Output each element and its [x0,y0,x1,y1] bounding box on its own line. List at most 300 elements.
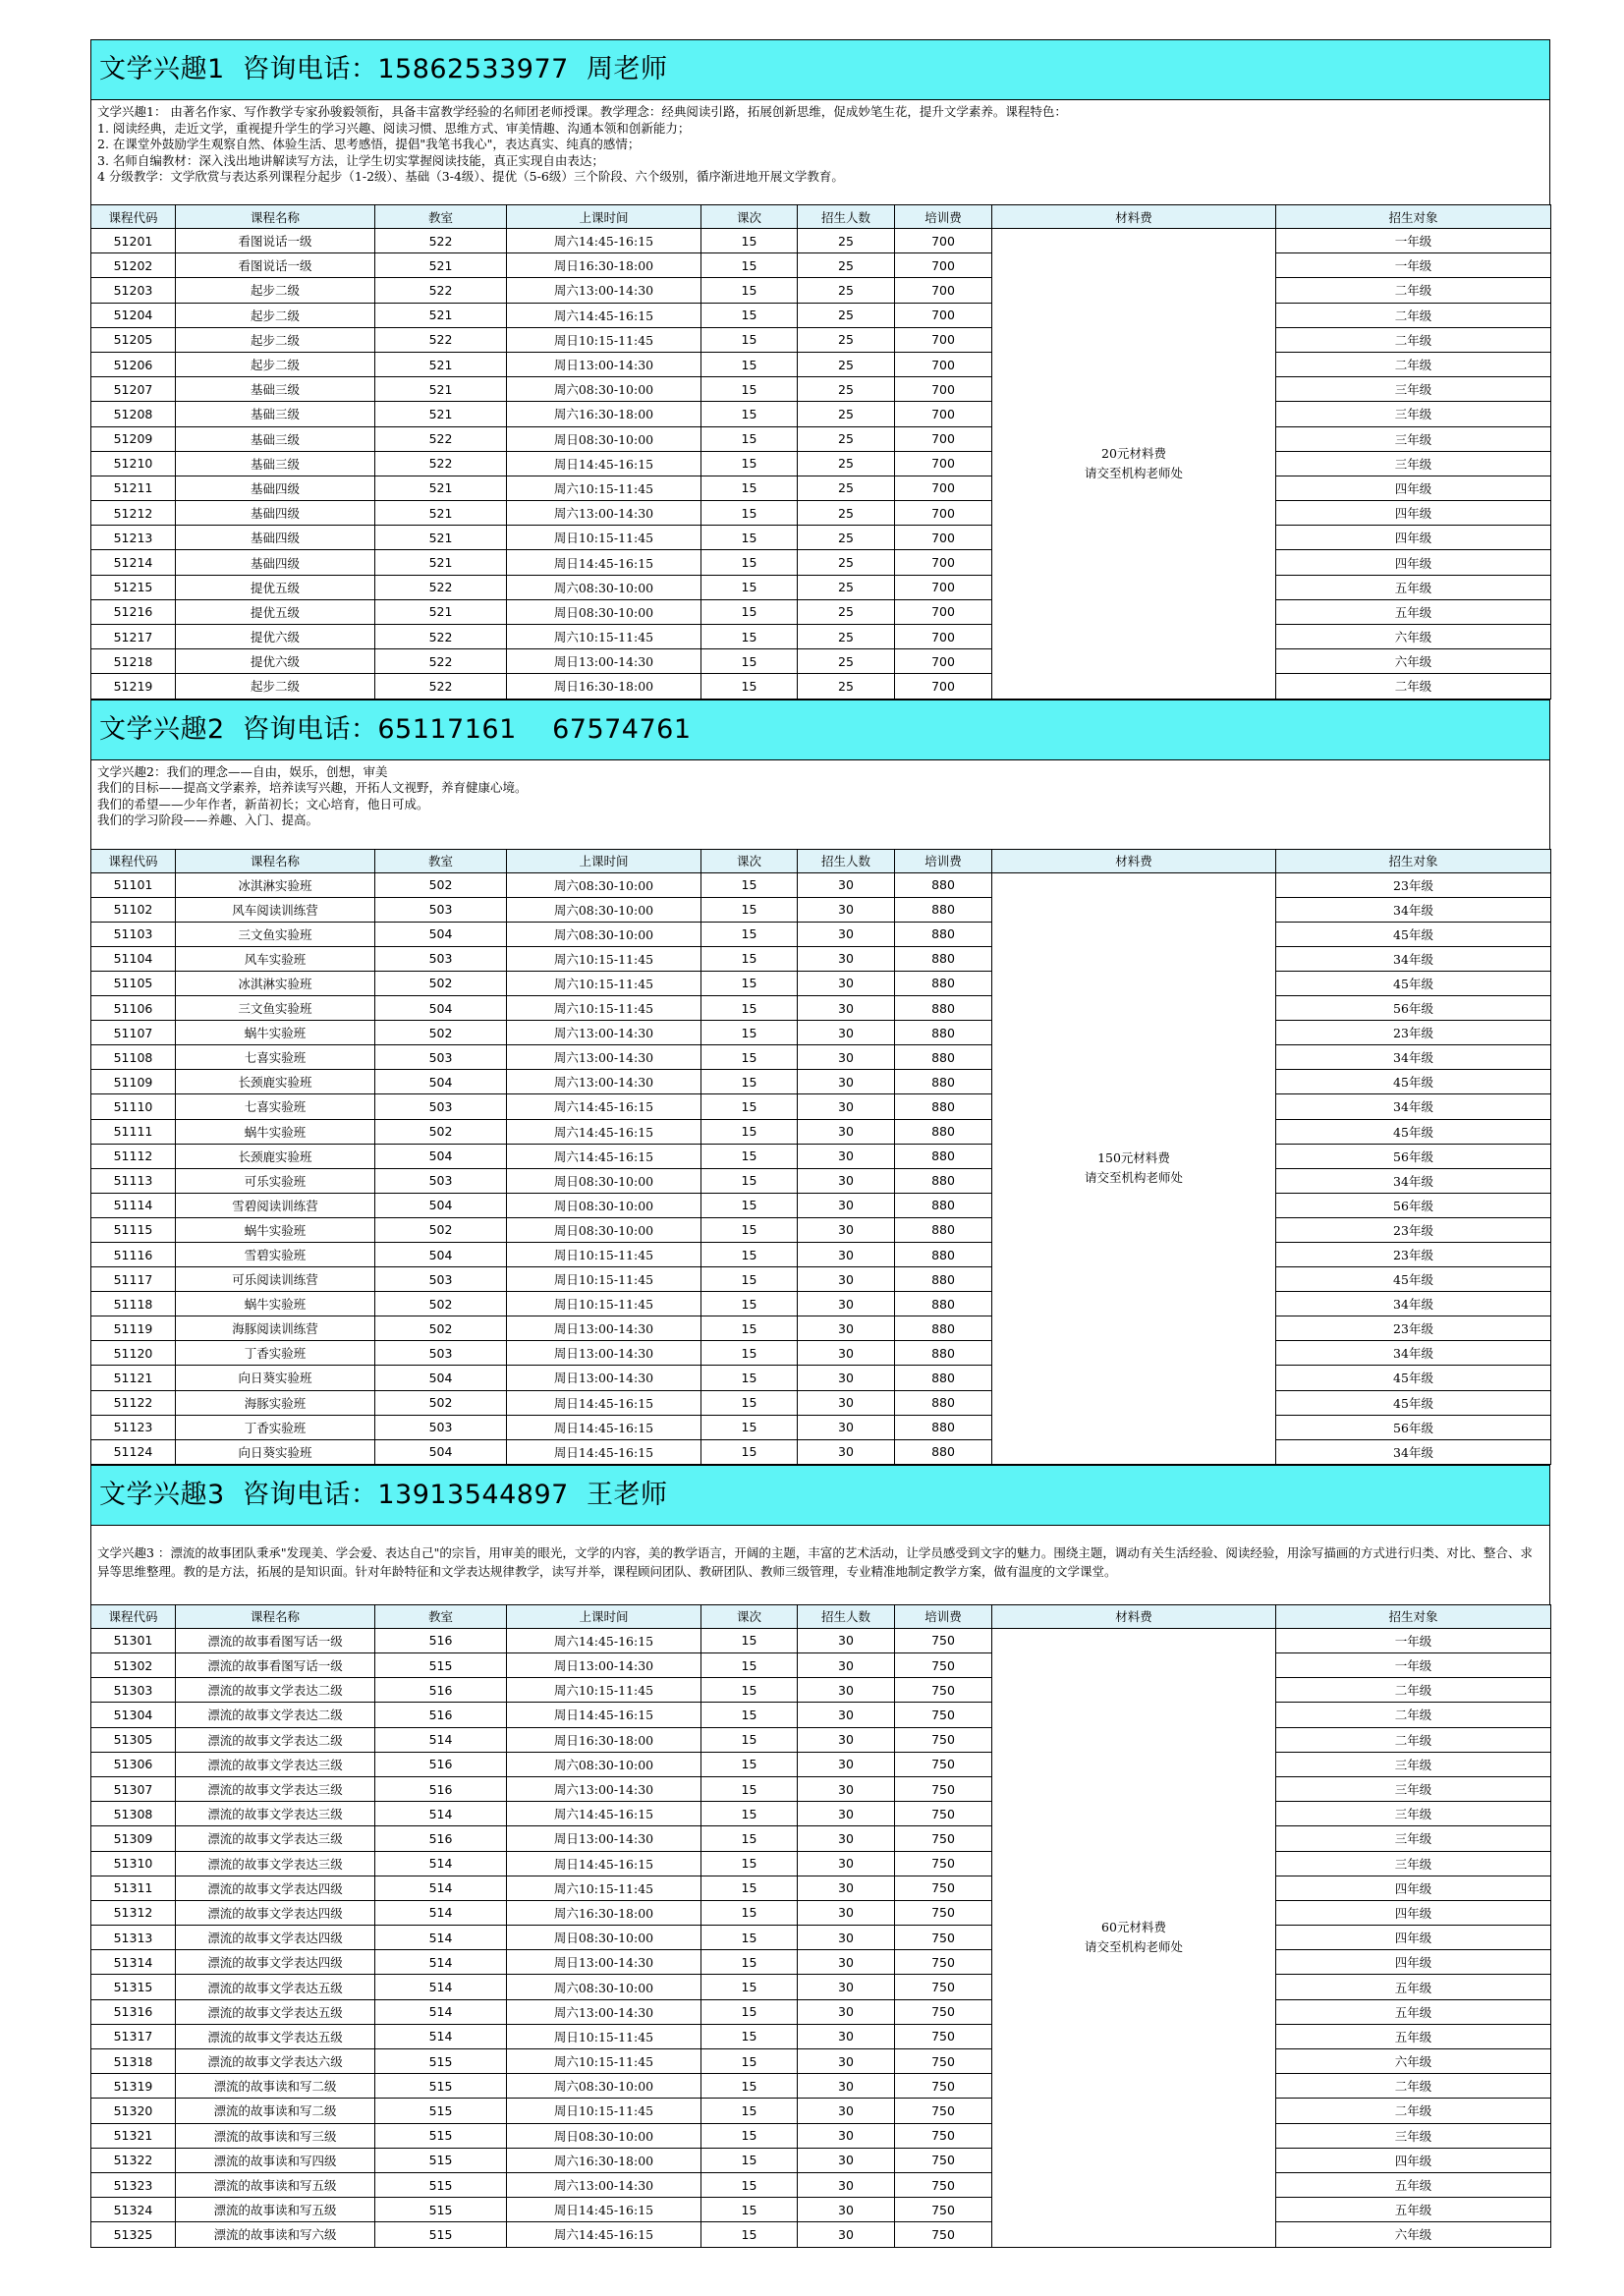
column-header-class-time: 上课时间 [507,1604,701,1628]
classroom-cell: 522 [375,649,507,674]
tuition-cell: 880 [895,1292,992,1316]
enrollment-cell: 30 [798,1292,895,1316]
enrollment-cell: 30 [798,1390,895,1415]
tuition-cell: 880 [895,1415,992,1439]
course-code-cell: 51115 [91,1217,176,1242]
sessions-cell: 15 [701,946,798,971]
sessions-cell: 15 [701,278,798,303]
enrollment-cell: 30 [798,1341,895,1366]
table-row [91,1292,1551,1316]
course-name-cell: 三文鱼实验班 [176,922,375,946]
course-code-cell: 51305 [91,1727,176,1752]
tuition-cell: 700 [895,327,992,352]
table-row [91,1390,1551,1415]
target-grade-cell: 23年级 [1276,1217,1551,1242]
tuition-cell: 750 [895,2074,992,2099]
sessions-cell: 15 [701,971,798,995]
classroom-cell: 504 [375,1366,507,1390]
tuition-cell: 880 [895,996,992,1021]
tuition-cell: 700 [895,377,992,402]
course-code-cell: 51316 [91,1999,176,2024]
class-time-cell: 周日10:15-11:45 [507,526,701,550]
table-row [91,1267,1551,1292]
classroom-cell: 515 [375,1653,507,1678]
course-code-cell: 51117 [91,1267,176,1292]
target-grade-cell: 二年级 [1276,1703,1551,1727]
column-header-tuition: 培训费 [895,1604,992,1628]
course-code-cell: 51207 [91,377,176,402]
tuition-cell: 750 [895,1653,992,1678]
classroom-cell: 514 [375,1926,507,1950]
course-name-cell: 漂流的故事文学表达四级 [176,1900,375,1925]
course-code-cell: 51203 [91,278,176,303]
enrollment-cell: 25 [798,550,895,575]
course-code-cell: 51324 [91,2198,176,2222]
sessions-cell: 15 [701,526,798,550]
sessions-cell: 15 [701,1900,798,1925]
sessions-cell: 15 [701,2099,798,2123]
course-name-cell: 漂流的故事文学表达三级 [176,1776,375,1801]
tuition-cell: 880 [895,1366,992,1390]
sessions-cell: 15 [701,2198,798,2222]
class-time-cell: 周六13:00-14:30 [507,1999,701,2024]
column-header-sessions: 课次 [701,849,798,872]
class-time-cell: 周日10:15-11:45 [507,2099,701,2123]
sessions-cell: 15 [701,1851,798,1876]
course-name-cell: 漂流的故事文学表达三级 [176,1802,375,1826]
target-grade-cell: 三年级 [1276,402,1551,426]
class-time-cell: 周日13:00-14:30 [507,1950,701,1975]
tuition-cell: 700 [895,253,992,278]
classroom-cell: 502 [375,1390,507,1415]
enrollment-cell: 25 [798,303,895,327]
enrollment-cell: 30 [798,2172,895,2197]
class-time-cell: 周六10:15-11:45 [507,625,701,649]
sessions-cell: 15 [701,1752,798,1776]
course-code-cell: 51309 [91,1826,176,1851]
course-code-cell: 51208 [91,402,176,426]
sessions-cell: 15 [701,1950,798,1975]
class-time-cell: 周六14:45-16:15 [507,229,701,253]
material-fee-instruction: 请交至机构老师处 [1084,465,1183,480]
tuition-cell: 750 [895,1950,992,1975]
enrollment-cell: 30 [798,2099,895,2123]
enrollment-cell: 30 [798,1727,895,1752]
table-row [91,1021,1551,1045]
target-grade-cell: 二年级 [1276,352,1551,376]
course-code-cell: 51310 [91,1851,176,1876]
material-fee-amount: 60元材料费 [1101,1920,1166,1935]
course-code-cell: 51323 [91,2172,176,2197]
tuition-cell: 750 [895,1727,992,1752]
classroom-cell: 522 [375,674,507,699]
course-name-cell: 提优六级 [176,625,375,649]
column-header-enrollment: 招生人数 [798,1604,895,1628]
enrollment-cell: 30 [798,1999,895,2024]
enrollment-cell: 30 [798,1168,895,1193]
tuition-cell: 880 [895,1341,992,1366]
class-time-cell: 周六10:15-11:45 [507,996,701,1021]
table-row [91,575,1551,599]
column-header-course-code: 课程代码 [91,205,176,229]
target-grade-cell: 34年级 [1276,1439,1551,1464]
column-header-target-grade: 招生对象 [1276,849,1551,872]
course-code-cell: 51113 [91,1168,176,1193]
enrollment-cell: 30 [798,872,895,897]
sessions-cell: 15 [701,1341,798,1366]
course-code-cell: 51111 [91,1119,176,1144]
classroom-cell: 503 [375,1267,507,1292]
course-code-cell: 51216 [91,599,176,624]
course-name-cell: 漂流的故事读和写五级 [176,2198,375,2222]
class-time-cell: 周六13:00-14:30 [507,1021,701,1045]
table-row [91,1193,1551,1217]
enrollment-cell: 25 [798,526,895,550]
table-row [91,922,1551,946]
class-time-cell: 周日13:00-14:30 [507,1366,701,1390]
target-grade-cell: 45年级 [1276,1390,1551,1415]
target-grade-cell: 三年级 [1276,426,1551,451]
table-row [91,1094,1551,1119]
sessions-cell: 15 [701,1267,798,1292]
enrollment-cell: 25 [798,229,895,253]
target-grade-cell: 五年级 [1276,1975,1551,1999]
classroom-cell: 503 [375,897,507,922]
table-row [91,1242,1551,1266]
column-header-material-fee: 材料费 [992,205,1276,229]
tuition-cell: 700 [895,625,992,649]
enrollment-cell: 25 [798,327,895,352]
sessions-cell: 15 [701,1366,798,1390]
sessions-cell: 15 [701,327,798,352]
enrollment-cell: 30 [798,996,895,1021]
tuition-cell: 700 [895,426,992,451]
tuition-cell: 880 [895,971,992,995]
target-grade-cell: 45年级 [1276,1366,1551,1390]
enrollment-cell: 30 [798,2198,895,2222]
course-name-cell: 漂流的故事读和写二级 [176,2074,375,2099]
classroom-cell: 521 [375,352,507,376]
table-row [91,352,1551,376]
class-time-cell: 周日13:00-14:30 [507,1341,701,1366]
course-code-cell: 51103 [91,922,176,946]
classroom-cell: 514 [375,1876,507,1900]
table-row [91,996,1551,1021]
class-time-cell: 周日08:30-10:00 [507,1193,701,1217]
enrollment-cell: 30 [798,1070,895,1094]
tuition-cell: 700 [895,352,992,376]
material-fee-amount: 20元材料费 [1101,445,1166,461]
tuition-cell: 880 [895,1390,992,1415]
sessions-cell: 15 [701,674,798,699]
classroom-cell: 514 [375,2024,507,2048]
class-time-cell: 周六13:00-14:30 [507,2172,701,2197]
course-name-cell: 漂流的故事读和写三级 [176,2123,375,2148]
course-name-cell: 海豚实验班 [176,1390,375,1415]
literature-interest-2-section [90,700,1550,1465]
enrollment-cell: 30 [798,1415,895,1439]
column-header-material-fee: 材料费 [992,849,1276,872]
table-row [91,1144,1551,1168]
table-row [91,476,1551,500]
target-grade-cell: 六年级 [1276,625,1551,649]
target-grade-cell: 56年级 [1276,996,1551,1021]
column-header-material-fee: 材料费 [992,1604,1276,1628]
tuition-cell: 880 [895,946,992,971]
course-code-cell: 51317 [91,2024,176,2048]
material-fee-cell [992,229,1276,700]
target-grade-cell: 34年级 [1276,1094,1551,1119]
enrollment-cell: 30 [798,1653,895,1678]
classroom-cell: 516 [375,1752,507,1776]
column-header-course-code: 课程代码 [91,1604,176,1628]
course-name-cell: 向日葵实验班 [176,1366,375,1390]
literature-interest-3-section [90,1465,1550,2248]
course-name-cell: 漂流的故事读和写六级 [176,2222,375,2247]
class-time-cell: 周日10:15-11:45 [507,2024,701,2048]
section-header: 文学兴趣3 咨询电话：13913544897 王老师 [90,1465,1550,1526]
class-time-cell: 周六08:30-10:00 [507,1752,701,1776]
column-header-course-code: 课程代码 [91,849,176,872]
class-time-cell: 周六14:45-16:15 [507,1119,701,1144]
sessions-cell: 15 [701,352,798,376]
column-header-tuition: 培训费 [895,849,992,872]
target-grade-cell: 五年级 [1276,2198,1551,2222]
enrollment-cell: 30 [798,1678,895,1703]
target-grade-cell: 一年级 [1276,229,1551,253]
tuition-cell: 880 [895,897,992,922]
tuition-cell: 880 [895,1144,992,1168]
class-time-cell: 周日16:30-18:00 [507,1727,701,1752]
course-code-cell: 51219 [91,674,176,699]
table-row [91,1727,1551,1752]
column-header-classroom: 教室 [375,849,507,872]
enrollment-cell: 30 [798,2222,895,2247]
classroom-cell: 522 [375,229,507,253]
tuition-cell: 750 [895,2024,992,2048]
enrollment-cell: 30 [798,1876,895,1900]
class-time-cell: 周日13:00-14:30 [507,1826,701,1851]
target-grade-cell: 二年级 [1276,2074,1551,2099]
table-row [91,2172,1551,2197]
classroom-cell: 514 [375,1950,507,1975]
classroom-cell: 521 [375,550,507,575]
table-row [91,327,1551,352]
course-name-cell: 基础四级 [176,476,375,500]
column-header-classroom: 教室 [375,1604,507,1628]
course-code-cell: 51120 [91,1341,176,1366]
table-row [91,2074,1551,2099]
course-code-cell: 51306 [91,1752,176,1776]
class-time-cell: 周日08:30-10:00 [507,1217,701,1242]
target-grade-cell: 四年级 [1276,2148,1551,2172]
enrollment-cell: 30 [798,946,895,971]
class-time-cell: 周六13:00-14:30 [507,501,701,526]
classroom-cell: 515 [375,2172,507,2197]
course-name-cell: 基础三级 [176,426,375,451]
tuition-cell: 750 [895,2222,992,2247]
classroom-cell: 522 [375,327,507,352]
course-name-cell: 漂流的故事文学表达三级 [176,1752,375,1776]
course-name-cell: 基础四级 [176,526,375,550]
classroom-cell: 514 [375,1975,507,1999]
tuition-cell: 700 [895,451,992,476]
target-grade-cell: 一年级 [1276,253,1551,278]
target-grade-cell: 三年级 [1276,1826,1551,1851]
course-name-cell: 七喜实验班 [176,1045,375,1070]
section-description [90,1526,1550,1604]
course-code-cell: 51213 [91,526,176,550]
classroom-cell: 503 [375,1094,507,1119]
target-grade-cell: 四年级 [1276,1900,1551,1925]
sessions-cell: 15 [701,1217,798,1242]
tuition-cell: 880 [895,1021,992,1045]
table-row [91,674,1551,699]
course-code-cell: 51109 [91,1070,176,1094]
course-name-cell: 风车实验班 [176,946,375,971]
sessions-cell: 15 [701,1826,798,1851]
course-name-cell: 冰淇淋实验班 [176,971,375,995]
enrollment-cell: 25 [798,402,895,426]
enrollment-cell: 30 [798,1144,895,1168]
tuition-cell: 880 [895,1045,992,1070]
sessions-cell: 15 [701,1727,798,1752]
table-row [91,278,1551,303]
class-time-cell: 周日13:00-14:30 [507,649,701,674]
course-name-cell: 看图说话一级 [176,253,375,278]
enrollment-cell: 30 [798,1119,895,1144]
course-name-cell: 起步二级 [176,352,375,376]
description-line: 1. 阅读经典，走近文学，重视提升学生的学习兴趣、阅读习惯、思维方式、审美情趣、沟通本领和创新能力； [97,120,691,136]
table-row [91,253,1551,278]
column-header-class-time: 上课时间 [507,849,701,872]
target-grade-cell: 四年级 [1276,1950,1551,1975]
sessions-cell: 15 [701,2024,798,2048]
classroom-cell: 502 [375,872,507,897]
enrollment-cell: 25 [798,501,895,526]
description-line: 文学兴趣3 ：漂流的故事团队秉承"发现美、学会爱、表达自己"的宗旨，用审美的眼光，文学的内容，美的教学语言，开阔的主题，丰富的艺术活动，让学员感受到文字的魅力。围绕主题，调动有关生活经验、阅读经验，用涂写描画的方式进行归类、对比、整合、求异等思维整理。教的是方法，拓展的是知识面。针对年龄特征和文学表达规律教学，读写并举，课程顾问团队、教研团队、教师三级管理，专业精准地制定教学方案，做有温度的文学课堂。 [97,1544,1533,1579]
description-line: 2. 在课堂外鼓励学生观察自然、体验生活、思考感悟，提倡"我笔书我心"，表达真实、纯真的感情； [97,137,641,151]
course-code-cell: 51303 [91,1678,176,1703]
target-grade-cell: 23年级 [1276,872,1551,897]
table-row [91,1316,1551,1341]
section-header: 文学兴趣1 咨询电话：15862533977 周老师 [90,39,1550,100]
sessions-cell: 15 [701,2074,798,2099]
enrollment-cell: 30 [798,1045,895,1070]
target-grade-cell: 六年级 [1276,2222,1551,2247]
course-code-cell: 51105 [91,971,176,995]
target-grade-cell: 二年级 [1276,2099,1551,2123]
classroom-cell: 514 [375,1851,507,1876]
course-code-cell: 51321 [91,2123,176,2148]
enrollment-cell: 30 [798,971,895,995]
class-time-cell: 周日10:15-11:45 [507,1292,701,1316]
tuition-cell: 750 [895,2123,992,2148]
table-row [91,872,1551,897]
course-name-cell: 漂流的故事文学表达五级 [176,1999,375,2024]
target-grade-cell: 一年级 [1276,1653,1551,1678]
sessions-cell: 15 [701,377,798,402]
course-code-cell: 51118 [91,1292,176,1316]
section-description [90,100,1550,204]
sessions-cell: 15 [701,872,798,897]
classroom-cell: 503 [375,1045,507,1070]
enrollment-cell: 25 [798,599,895,624]
table-row [91,1341,1551,1366]
class-time-cell: 周六08:30-10:00 [507,2074,701,2099]
class-time-cell: 周日14:45-16:15 [507,2198,701,2222]
table-row [91,2123,1551,2148]
course-code-cell: 51108 [91,1045,176,1070]
classroom-cell: 503 [375,1415,507,1439]
course-name-cell: 雪碧阅读训练营 [176,1193,375,1217]
tuition-cell: 750 [895,2172,992,2197]
course-code-cell: 51320 [91,2099,176,2123]
description-line: 文学兴趣1： 由著名作家、写作教学专家孙骏毅领衔，具备丰富教学经验的名师团老师授课。教学理念：经典阅读引路，拓展创新思维，促成妙笔生花，提升文学素养。课程特色： [97,104,1067,119]
class-time-cell: 周六13:00-14:30 [507,1045,701,1070]
tuition-cell: 700 [895,402,992,426]
class-time-cell: 周日08:30-10:00 [507,426,701,451]
classroom-cell: 516 [375,1776,507,1801]
enrollment-cell: 30 [798,1851,895,1876]
course-name-cell: 漂流的故事文学表达五级 [176,2024,375,2048]
target-grade-cell: 三年级 [1276,1802,1551,1826]
section-description [90,760,1550,849]
enrollment-cell: 30 [798,922,895,946]
course-code-cell: 51121 [91,1366,176,1390]
enrollment-cell: 30 [798,2123,895,2148]
classroom-cell: 516 [375,1678,507,1703]
column-header-enrollment: 招生人数 [798,849,895,872]
target-grade-cell: 三年级 [1276,2123,1551,2148]
enrollment-cell: 30 [798,2074,895,2099]
course-name-cell: 长颈鹿实验班 [176,1070,375,1094]
tuition-cell: 700 [895,526,992,550]
course-code-cell: 51212 [91,501,176,526]
class-time-cell: 周六08:30-10:00 [507,377,701,402]
classroom-cell: 514 [375,1900,507,1925]
tuition-cell: 700 [895,303,992,327]
column-header-tuition: 培训费 [895,205,992,229]
table-row [91,1678,1551,1703]
course-name-cell: 漂流的故事文学表达五级 [176,1975,375,1999]
enrollment-cell: 30 [798,1316,895,1341]
table-row [91,1975,1551,1999]
table-row [91,1366,1551,1390]
course-name-cell: 蜗牛实验班 [176,1217,375,1242]
course-name-cell: 漂流的故事文学表达六级 [176,2049,375,2074]
course-code-cell: 51312 [91,1900,176,1925]
enrollment-cell: 25 [798,352,895,376]
course-name-cell: 基础四级 [176,501,375,526]
course-code-cell: 51315 [91,1975,176,1999]
course-name-cell: 雪碧实验班 [176,1242,375,1266]
classroom-cell: 504 [375,1193,507,1217]
target-grade-cell: 四年级 [1276,501,1551,526]
course-name-cell: 基础四级 [176,550,375,575]
target-grade-cell: 23年级 [1276,1021,1551,1045]
material-fee-amount: 150元材料费 [1097,1150,1170,1166]
course-name-cell: 看图说话一级 [176,229,375,253]
sessions-cell: 15 [701,1094,798,1119]
class-time-cell: 周六16:30-18:00 [507,402,701,426]
course-code-cell: 51301 [91,1628,176,1652]
sessions-cell: 15 [701,1975,798,1999]
target-grade-cell: 34年级 [1276,897,1551,922]
class-time-cell: 周六08:30-10:00 [507,1975,701,1999]
course-name-cell: 起步二级 [176,327,375,352]
class-time-cell: 周日10:15-11:45 [507,1242,701,1266]
